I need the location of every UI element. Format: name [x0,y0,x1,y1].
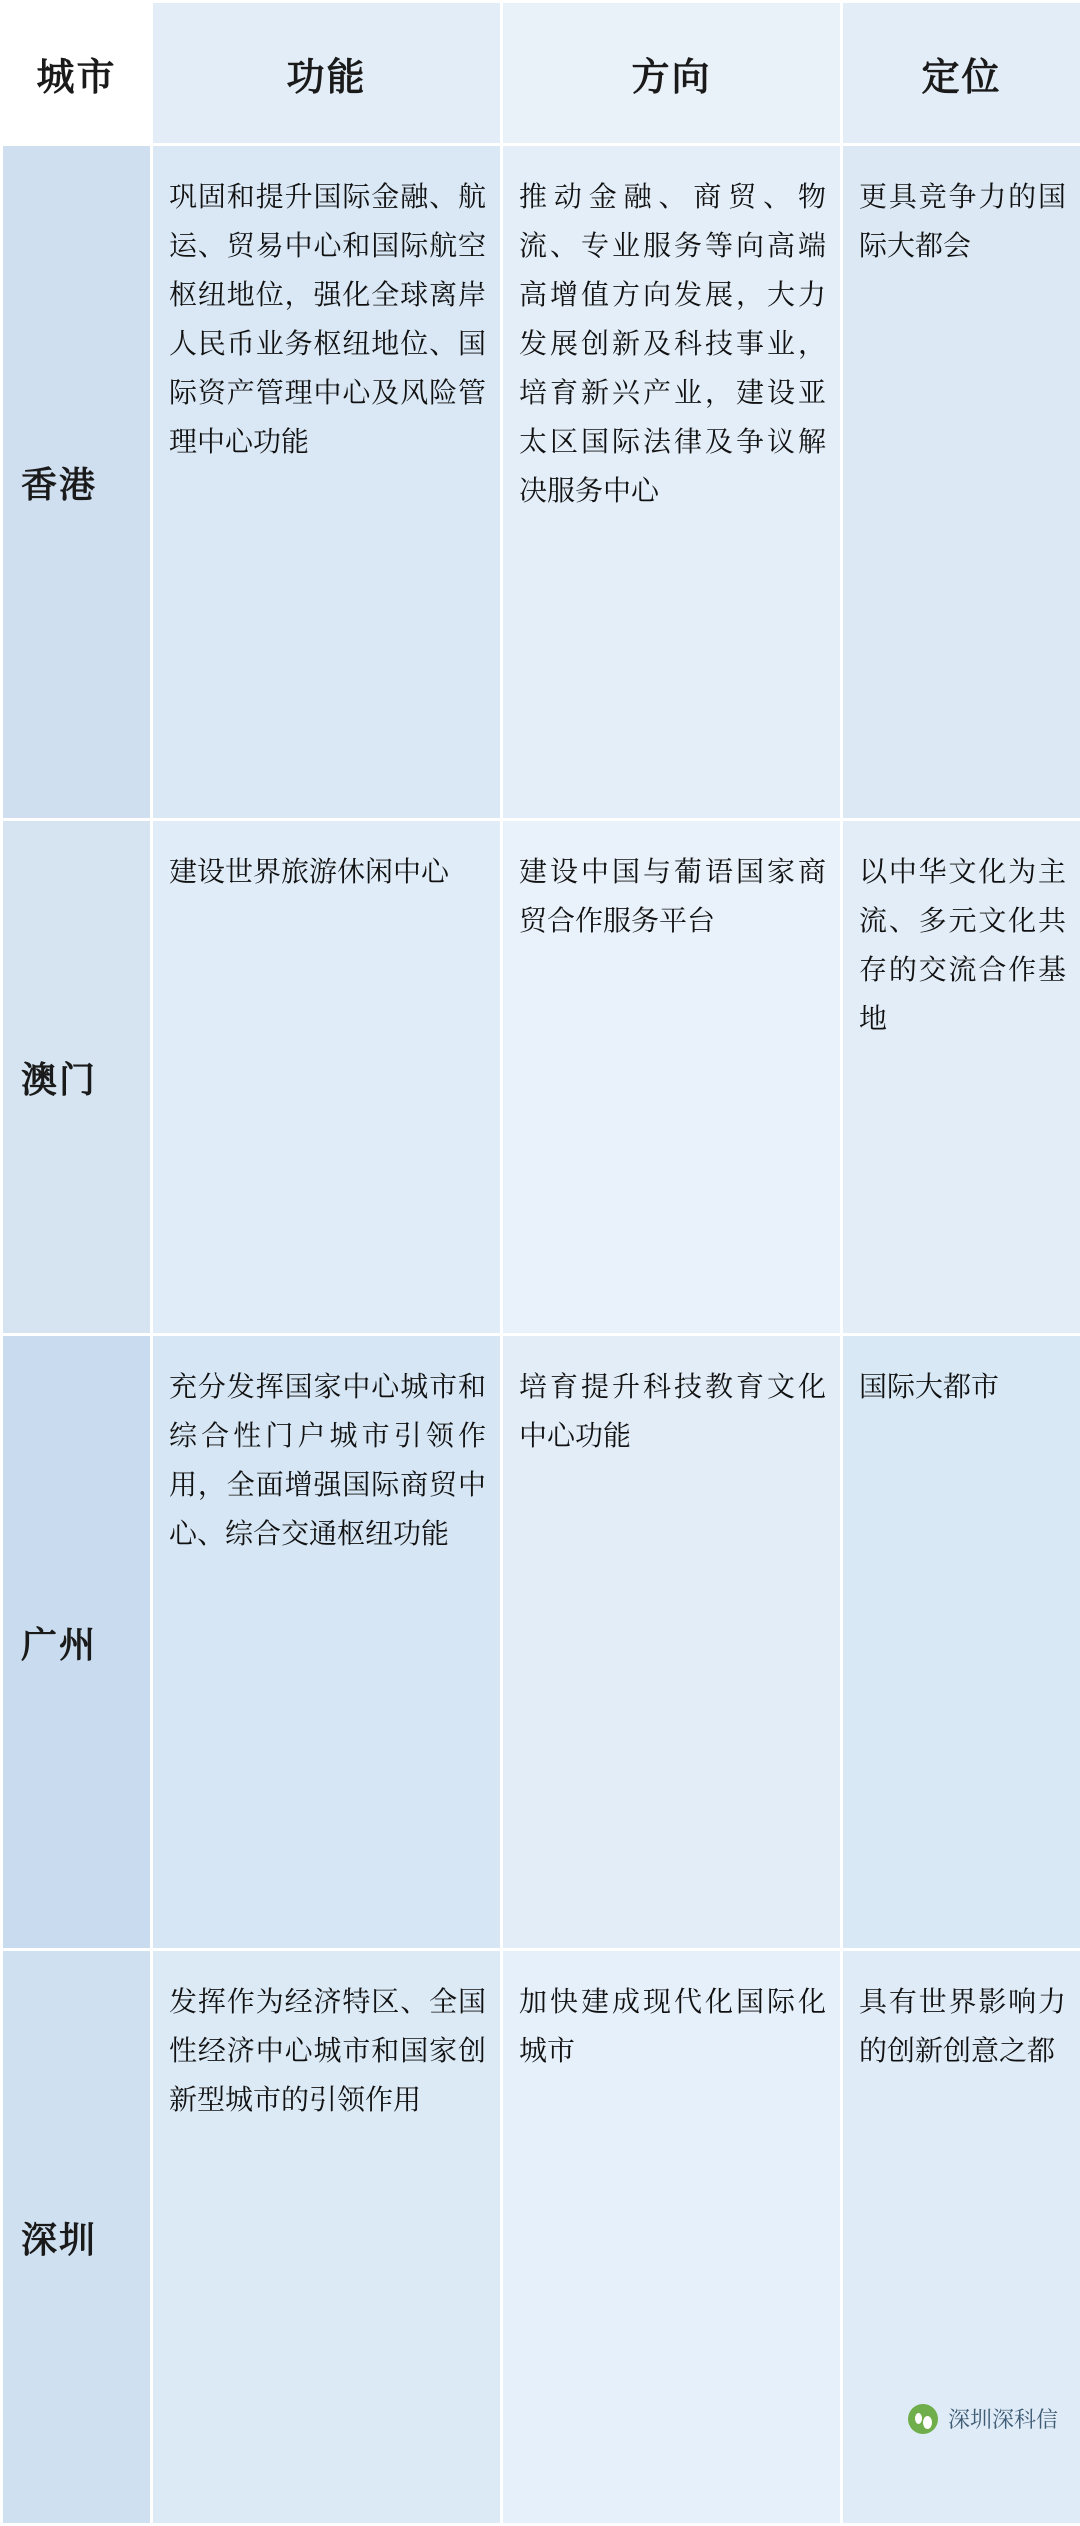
table-row [2,820,1080,1335]
cell-position: 国际大都市 [842,1335,1080,1950]
cell-function: 巩固和提升国际金融、航运、贸易中心和国际航空枢纽地位，强化全球离岸人民币业务枢纽地位、国际资产管理中心及风险管理中心功能 [152,145,502,820]
watermark-label: 深圳深科信 [948,2403,1058,2434]
cell-direction: 加快建成现代化国际化城市 [502,1950,842,2525]
column-header-function: 功能 [152,2,502,145]
cell-position: 更具竞争力的国际大都会 [842,145,1080,820]
column-header-city: 城市 [2,2,152,145]
cell-city: 广州 [2,1335,152,1950]
cell-function: 充分发挥国家中心城市和综合性门户城市引领作用，全面增强国际商贸中心、综合交通枢纽功能 [152,1335,502,1950]
cell-city: 香港 [2,145,152,820]
table-row [2,145,1080,820]
table-row [2,1335,1080,1950]
table-row [2,1950,1080,2525]
cell-direction: 建设中国与葡语国家商贸合作服务平台 [502,820,842,1335]
cell-position: 以中华文化为主流、多元文化共存的交流合作基地 [842,820,1080,1335]
cell-direction: 推动金融、商贸、物流、专业服务等向高端高增值方向发展，大力发展创新及科技事业，培育新兴产业，建设亚太区国际法律及争议解决服务中心 [502,145,842,820]
column-header-position: 定位 [842,2,1080,145]
table-header-row [2,2,1080,145]
wechat-official-account-icon [908,2404,938,2434]
cell-function: 建设世界旅游休闲中心 [152,820,502,1335]
cell-function: 发挥作为经济特区、全国性经济中心城市和国家创新型城市的引领作用 [152,1950,502,2525]
cell-position: 具有世界影响力的创新创意之都 [842,1950,1080,2525]
column-header-direction: 方向 [502,2,842,145]
cell-city: 深圳 [2,1950,152,2525]
watermark [908,2403,1058,2434]
cell-direction: 培育提升科技教育文化中心功能 [502,1335,842,1950]
cell-city: 澳门 [2,820,152,1335]
